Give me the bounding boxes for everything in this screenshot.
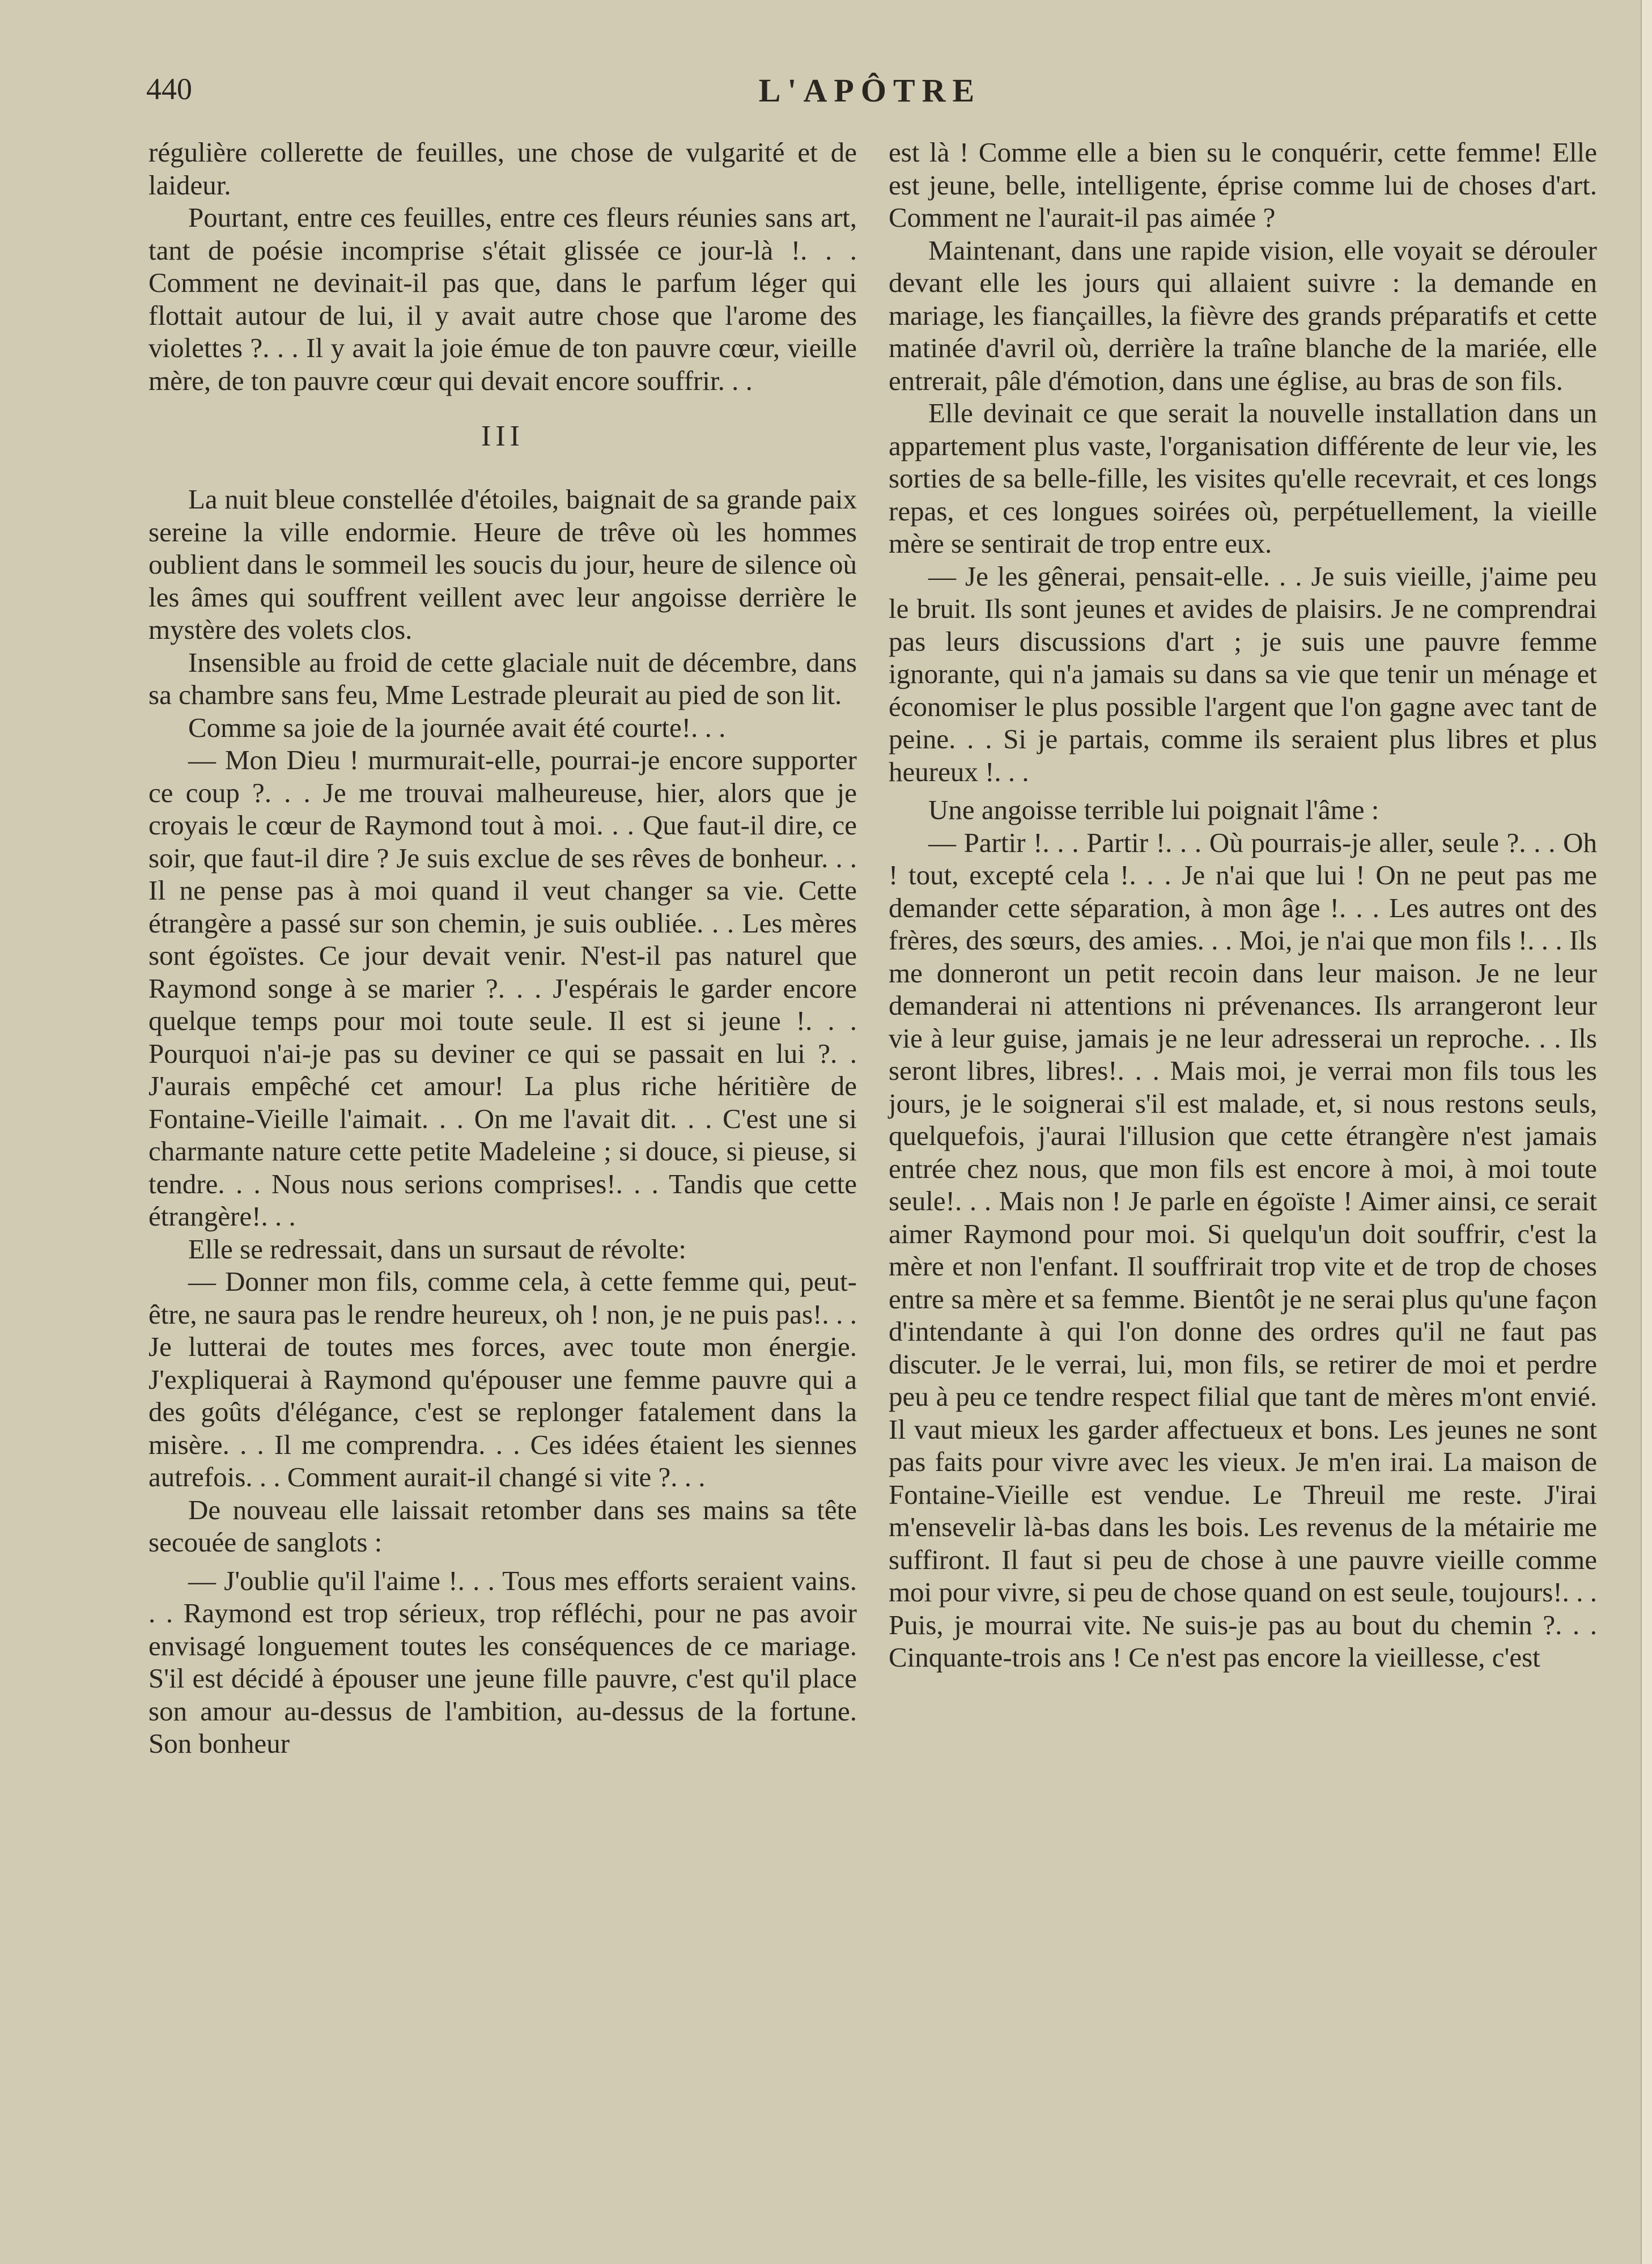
paragraph: Insensible au froid de cette glaciale nuit de décembre, dans sa chambre sans feu, Mme Lestrade pleurait au pied de son lit. bbox=[148, 646, 857, 710]
paragraph: La nuit bleue constellée d'étoiles, baignait de sa grande paix sereine la ville endormie. Heure de trêve où les hommes oublient dans le sommeil les soucis du jour, heure de silence où les âmes qui souffrent veillent avec leur angoisse derrière le mystère des volets clos. bbox=[148, 484, 857, 645]
page-header bbox=[146, 71, 1594, 117]
paragraph: — Donner mon fils, comme cela, à cette femme qui, peut-être, ne saura pas le rendre heureux, oh ! non, je ne puis pas!. . . Je lutterai de toutes mes forces, avec toute mon énergie. J'expliquerai à Raymond qu'épouser une femme pauvre qui a des goûts d'élégance, c'est se replonger fatalement dans la misère. . . Il me comprendra. . . Ces idées étaient les siennes autrefois. . . Comment aurait-il changé si vite ?. . . bbox=[148, 1266, 857, 1493]
paragraph: est là ! Comme elle a bien su le conquérir, cette femme! Elle est jeune, belle, intelligente, éprise comme lui de choses d'art. Comment ne l'aurait-il pas aimée ? bbox=[889, 137, 1597, 233]
paragraph: Elle devinait ce que serait la nouvelle installation dans un appartement plus vaste, l'organisation différente de leur vie, les sorties de sa belle-fille, les visites qu'elle recevrait, et ces longs repas, et ces longues soirées où, perpétuellement, la vieille mère se sentirait de trop entre eux. bbox=[889, 397, 1597, 559]
left-column bbox=[148, 136, 857, 1760]
paragraph: Une angoisse terrible lui poignait l'âme : bbox=[928, 794, 1379, 825]
paragraph: De nouveau elle laissait retomber dans ses mains sa tête secouée de sanglots : bbox=[148, 1494, 857, 1558]
paragraph: — J'oublie qu'il l'aime !. . . Tous mes efforts seraient vains. . . Raymond est trop sérieux, trop réfléchi, pour ne pas avoir envisagé longuement toutes les conséquences de ce mariage. S'il est décidé à épouser une jeune fille pauvre, c'est qu'il place son amour au-dessus de l'ambition, au-dessus de la fortune. Son bonheur bbox=[148, 1565, 857, 1759]
paragraph: régulière collerette de feuilles, une chose de vulgarité et de laideur. bbox=[148, 137, 857, 201]
paragraph: — Partir !. . . Partir !. . . Où pourrais-je aller, seule ?. . . Oh ! tout, excepté cela !. . . Je n'ai que lui ! On ne peut pas me demander cette séparation, à mon âge !. . . Les autres ont des frères, des sœurs, des amies. . . Moi, je n'ai que mon fils !. . . Ils me donneront un petit recoin dans leur maison. Je ne leur demanderai ni attentions ni prévenances. Ils arrangeront leur vie à leur guise, jamais je ne leur adresserai un reproche. . . Ils seront libres, libres!. . . Mais moi, je verrai mon fils tous les jours, je le soignerai s'il est malade, et, si nous restons seuls, quelquefois, j'aurai l'illusion que cette étrangère n'est jamais entrée chez nous, que mon fils est encore à moi, à moi toute seule!. . . Mais non ! Je parle en égoïste ! Aimer ainsi, ce serait aimer Raymond pour moi. Si quelqu'un doit souffrir, c'est la mère et non l'enfant. Il souffrirait trop vite et de trop de choses entre sa mère et sa femme. Bientôt je ne serai plus qu'une façon d'intendante à qui l'on donne des ordres qu'il ne faut pas discuter. Je le verrai, lui, mon fils, se retirer de moi et perdre peu à peu ce tendre respect filial que tant de mères m'ont envié. Il vaut mieux les garder affectueux et bons. Les jeunes ne sont pas faits pour vivre avec les vieux. Je m'en irai. La maison de Fontaine-Vieille est vendue. Le Threuil me reste. J'irai m'ensevelir là-bas dans les bois. Les revenus de la métairie me suffiront. Il faut si peu de chose à une pauvre vieille comme moi pour vivre, si peu de chose quand on est seule, toujours!. . . Puis, je mourrai vite. Ne suis-je pas au bout du chemin ?. . . Cinquante-trois ans ! Ce n'est pas encore la vieillesse, c'est bbox=[889, 826, 1597, 1673]
right-column bbox=[889, 136, 1597, 1674]
running-title: L'APÔTRE bbox=[758, 72, 982, 109]
paragraph: — Mon Dieu ! murmurait-elle, pourrai-je encore supporter ce coup ?. . . Je me trouvai malheureuse, hier, alors que je croyais le cœur de Raymond tout à moi. . . Que faut-il dire, ce soir, que faut-il dire ? Je suis exclue de ses rêves de bonheur. . . Il ne pense pas à moi quand il veut changer sa vie. Cette étrangère a passé sur son chemin, je suis oubliée. . . Les mères sont égoïstes. Ce jour devait venir. N'est-il pas naturel que Raymond songe à se marier ?. . . J'espérais le garder encore quelque temps pour moi toute seule. Il est si jeune !. . . Pourquoi n'ai-je pas su deviner ce qui se passait en lui ?. . J'aurais empêché cet amour! La plus riche héritière de Fontaine-Vieille l'aimait. . . On me l'avait dit. . . C'est une si charmante nature cette petite Madeleine ; si douce, si pieuse, si tendre. . . Nous nous serions comprises!. . . Tandis que cette étrangère!. . . bbox=[148, 744, 857, 1232]
paragraph: Comme sa joie de la journée avait été courte!. . . bbox=[188, 711, 726, 743]
page-edge bbox=[1641, 0, 1652, 2264]
paragraph: Pourtant, entre ces feuilles, entre ces fleurs réunies sans art, tant de poésie incomprise s'était glissée ce jour-là !. . . Comment ne devinait-il pas que, dans le parfum léger qui flottait autour de lui, il y avait autre chose que l'arome des violettes ?. . . Il y avait la joie émue de ton pauvre cœur, vieille mère, de ton pauvre cœur qui devait encore souffrir. . . bbox=[148, 202, 857, 396]
paragraph: Maintenant, dans une rapide vision, elle voyait se dérouler devant elle les jours qui allaient suivre : la demande en mariage, les fiançailles, la fièvre des grands préparatifs et cette matinée d'avril où, derrière la traîne blanche de la mariée, elle entrerait, pâle d'émotion, dans une église, au bras de son fils. bbox=[889, 234, 1597, 396]
paragraph: Elle se redressait, dans un sursaut de révolte: bbox=[188, 1233, 687, 1265]
page-number: 440 bbox=[146, 72, 192, 106]
paragraph: — Je les gênerai, pensait-elle. . . Je suis vieille, j'aime peu le bruit. Ils sont jeunes et avides de plaisirs. Je ne comprendrai pas leurs discussions d'art ; je suis une pauvre femme ignorante, qui n'a jamais su dans sa vie que tenir un ménage et économiser le plus possible l'argent que l'on gagne avec tant de peine. . . Si je partais, comme ils seraient plus libres et plus heureux !. . . bbox=[889, 560, 1597, 787]
section-heading: III bbox=[481, 420, 524, 452]
